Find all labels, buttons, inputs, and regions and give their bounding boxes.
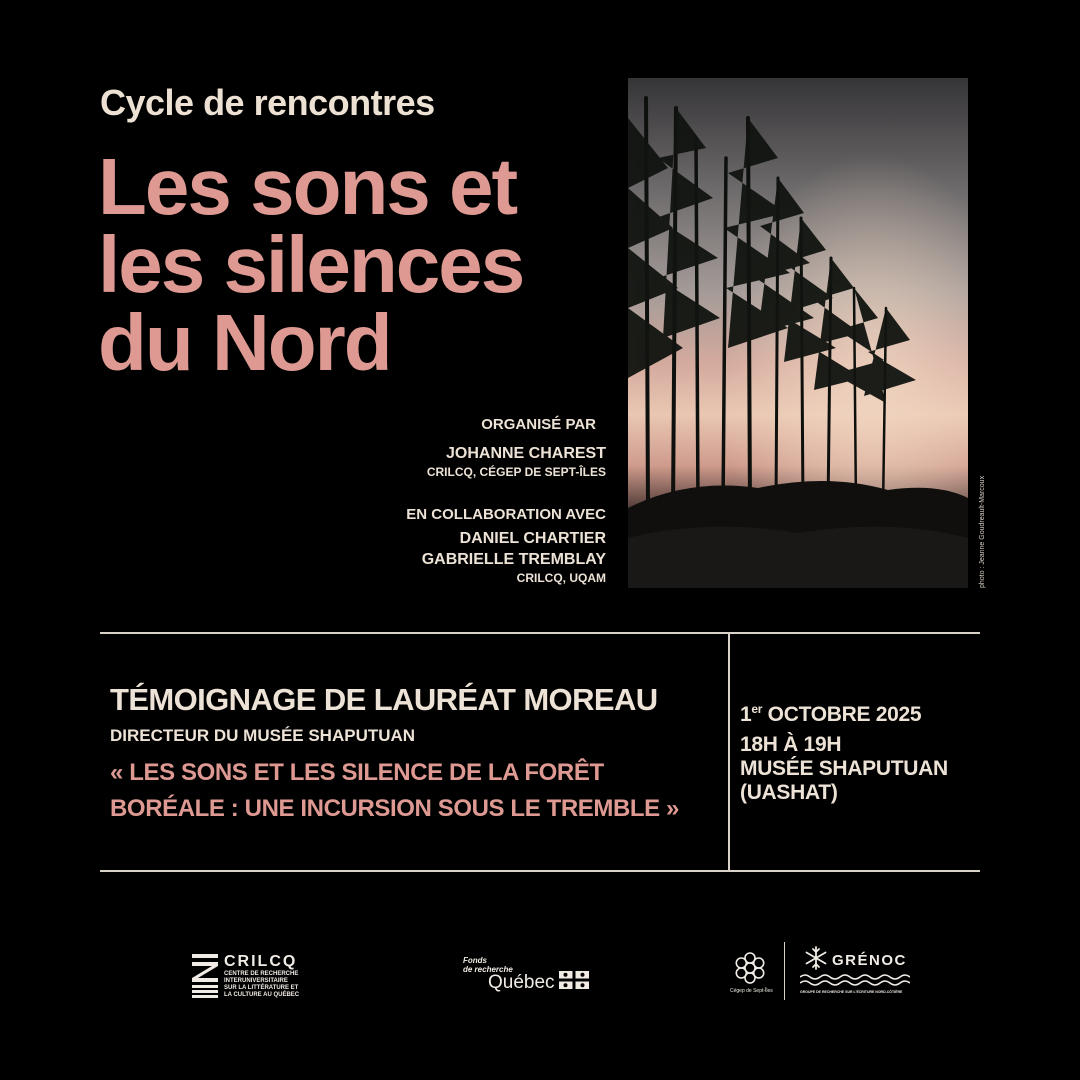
wave-icon: [800, 973, 910, 987]
collaborator-name: DANIEL CHARTIER: [459, 530, 606, 547]
title-line: Les sons et: [98, 142, 517, 231]
crilcq-name: CRILCQ: [224, 953, 298, 970]
forest-sunset-photo: [628, 78, 968, 588]
divider-top: [100, 632, 980, 634]
series-title: [98, 142, 524, 387]
frq-label-line: de recherche: [463, 965, 513, 974]
quebec-flag-icon: [559, 971, 589, 989]
grenoc-name: GRÉNOC: [832, 952, 907, 969]
cegep-logo-icon: [732, 950, 768, 986]
speaker-role: DIRECTEUR DU MUSÉE SHAPUTUAN: [110, 726, 416, 745]
talk-title-line: BORÉALE : UNE INCURSION SOUS LE TREMBLE »: [110, 795, 679, 822]
organizer-name: JOHANNE CHAREST: [445, 445, 606, 462]
crilcq-tagline: [224, 971, 299, 999]
organizer-affiliation: CRILCQ, CÉGEP DE SEPT-ÎLES: [426, 465, 606, 479]
snowflake-icon: [804, 946, 828, 970]
divider-vertical: [728, 633, 730, 871]
collaborator-name: GABRIELLE TREMBLAY: [421, 551, 606, 568]
date-suffix: er: [751, 702, 763, 716]
talk-title: [110, 755, 679, 827]
event-date: [740, 702, 921, 727]
organized-by-label: ORGANISÉ PAR: [481, 416, 596, 433]
logo-divider: [784, 942, 785, 1000]
event-time: 18H À 19H: [740, 733, 842, 756]
divider-bottom: [100, 870, 980, 872]
crilcq-tagline-line: SUR LA LITTÉRATURE ET: [224, 985, 299, 991]
title-line: les silences: [98, 220, 524, 309]
crilcq-tagline-line: LA CULTURE AU QUÉBEC: [224, 992, 300, 998]
collaborator-affiliation: CRILCQ, UQAM: [516, 571, 606, 585]
event-title: TÉMOIGNAGE DE LAURÉAT MOREAU: [110, 682, 658, 717]
collaboration-label: EN COLLABORATION AVEC: [406, 506, 606, 523]
series-kicker: Cycle de rencontres: [100, 82, 435, 123]
date-rest: OCTOBRE 2025: [762, 703, 922, 726]
title-line: du Nord: [98, 298, 391, 387]
grenoc-tagline: GROUPE DE RECHERCHE SUR L'ÉCRITURE NORD-CÔTIÈRE: [800, 990, 903, 994]
frq-name: Québec: [488, 972, 555, 993]
event-venue: MUSÉE SHAPUTUAN: [740, 757, 948, 780]
talk-title-line: « LES SONS ET LES SILENCE DE LA FORÊT: [110, 759, 604, 786]
crilcq-tagline-line: CENTRE DE RECHERCHE: [224, 971, 299, 977]
event-venue-location: (UASHAT): [740, 781, 838, 804]
photo-credit: photo : Jeanne Goudreault-Marcoux: [979, 475, 986, 588]
date-day: 1: [740, 703, 752, 726]
frq-label-line: Fonds: [463, 956, 487, 965]
crilcq-logo-icon: [192, 954, 220, 998]
cegep-name: Cégep de Sept-Îles: [730, 988, 773, 994]
crilcq-tagline-line: INTERUNIVERSITAIRE: [224, 978, 288, 984]
